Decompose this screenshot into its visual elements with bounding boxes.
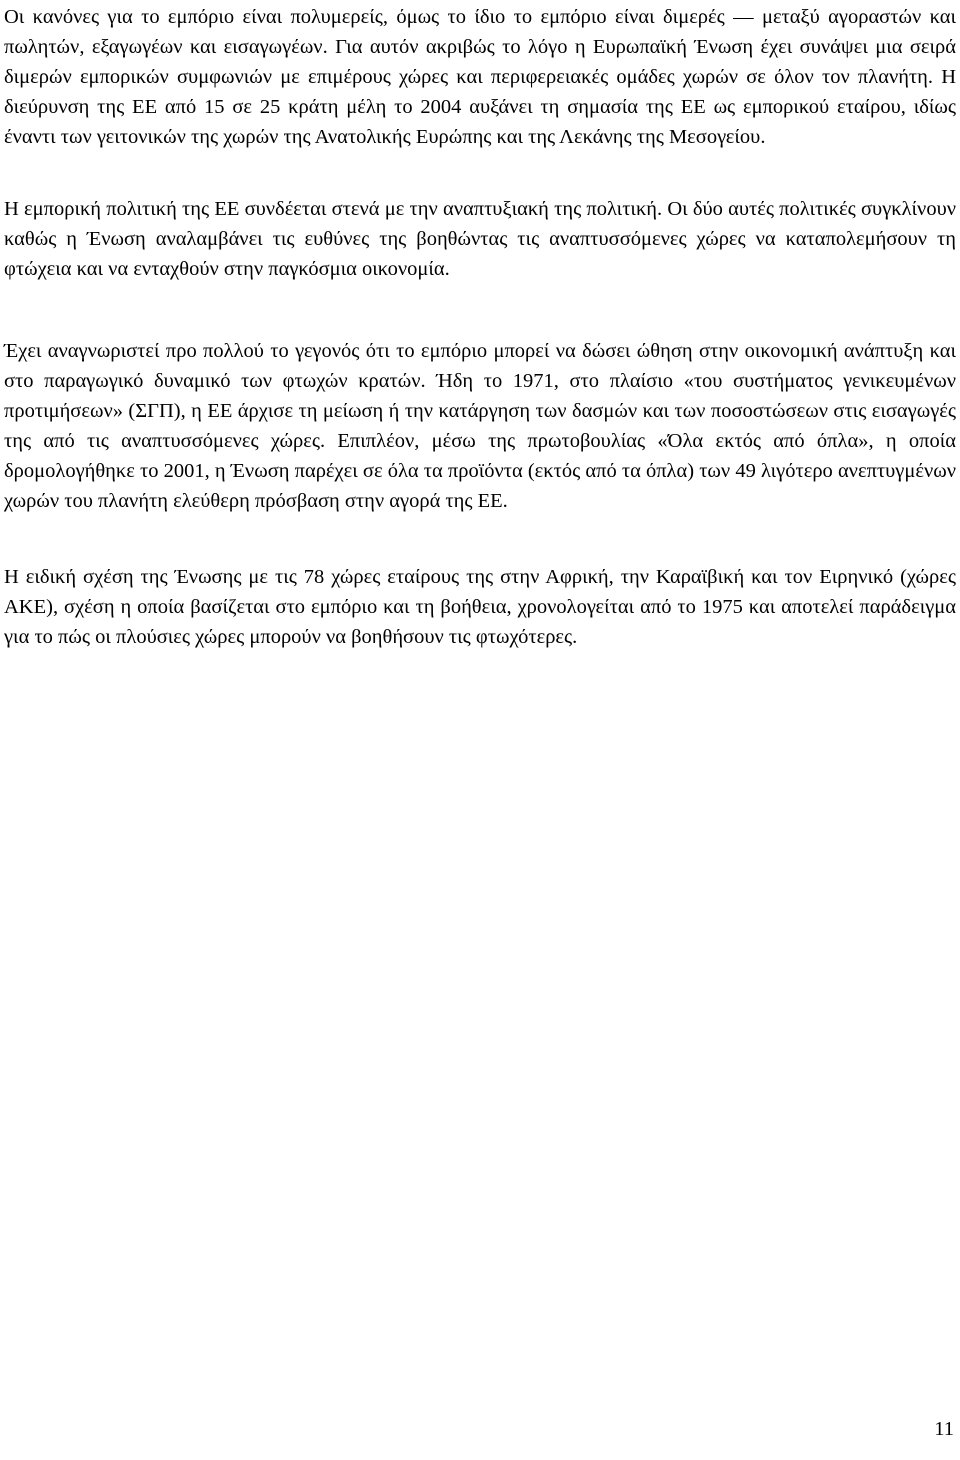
paragraph-trade-and-growth: Έχει αναγνωριστεί προ πολλού το γεγονός ότι το εμπόριο μπορεί να δώσει ώθηση στην οικονομική ανάπτυξη και στο παραγωγικό δυναμικό των φτωχών κρατών. Ήδη το 1971, στο πλαίσιο «του συστήματος γενικευμένων προτιμήσεων» (ΣΓΠ), η ΕΕ άρχισε τη μείωση ή την κατάργηση των δασμών και των ποσοστώσεων στις εισαγωγές της από τις αναπτυσσόμενες χώρες. Επιπλέον, μέσω της πρωτοβουλίας «Όλα εκτός από όπλα», η οποία δρομολογήθηκε το 2001, η Ένωση παρέχει σε όλα τα προϊόντα (εκτός από τα όπλα) των 49 λιγότερο ανεπτυγμένων χωρών του πλανήτη ελεύθερη πρόσβαση στην αγορά της ΕΕ. xyxy=(4,340,956,512)
paragraph-bilateral-trade: Οι κανόνες για το εμπόριο είναι πολυμερείς, όμως το ίδιο το εμπόριο είναι διμερές — μεταξύ αγοραστών και πωλητών, εξαγωγέων και εισαγωγέων. Για αυτόν ακριβώς το λόγο η Ευρωπαϊκή Ένωση έχει συνάψει μια σειρά διμερών εμπορικών συμφωνιών με επιμέρους χώρες και περιφερειακές ομάδες χωρών σε όλον τον πλανήτη. Η διεύρυνση της ΕΕ από 15 σε 25 κράτη μέλη το 2004 αυξάνει τη σημασία της ΕΕ ως εμπορικού εταίρου, ιδίως έναντι των γειτονικών της χωρών της Ανατολικής Ευρώπης και της Λεκάνης της Μεσογείου. xyxy=(4,6,956,148)
paragraph-development-policy: Η εμπορική πολιτική της ΕΕ συνδέεται στενά με την αναπτυξιακή της πολιτική. Οι δύο αυτές πολιτικές συγκλίνουν καθώς η Ένωση αναλαμβάνει τις ευθύνες της βοηθώντας τις αναπτυσσόμενες χώρες να καταπολεμήσουν τη φτώχεια και να ενταχθούν στην παγκόσμια οικονομία. xyxy=(4,198,956,280)
page-number: 11 xyxy=(934,1418,954,1440)
paragraph-acp-countries: Η ειδική σχέση της Ένωσης με τις 78 χώρες εταίρους της στην Αφρική, την Καραϊβική και τον Ειρηνικό (χώρες ΑΚΕ), σχέση η οποία βασίζεται στο εμπόριο και τη βοήθεια, χρονολογείται από το 1975 και αποτελεί παράδειγμα για το πώς οι πλούσιες χώρες μπορούν να βοηθήσουν τις φτωχότερες. xyxy=(4,566,956,648)
